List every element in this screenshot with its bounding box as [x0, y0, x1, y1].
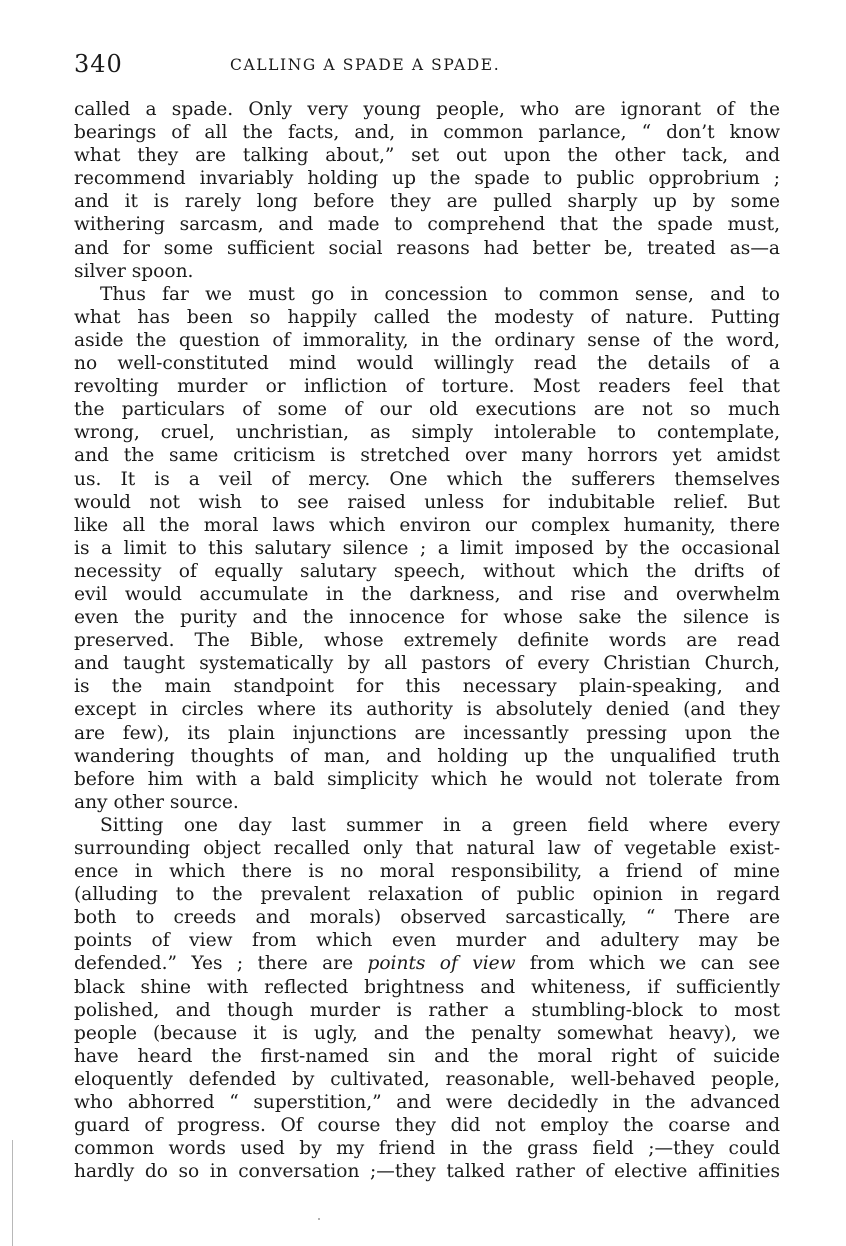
text-line: hardly do so in conversation ;—they talked rather of elective affinities [74, 1161, 780, 1183]
text-line: aside the question of immorality, in the ordinary sense of the word, [74, 329, 780, 351]
text-line: guard of progress. Of course they did not employ the coarse and [74, 1115, 780, 1137]
page-number: 340 [74, 50, 123, 78]
text-line: what they are talking about,” set out upon the other tack, and [74, 145, 780, 167]
text-line: the particulars of some of our old executions are not so much [74, 399, 780, 421]
text-line: except in circles where its authority is absolutely denied (and they [74, 699, 780, 721]
text-line: and taught systematically by all pastors of every Christian Church, [74, 653, 780, 675]
text-line: silver spoon. [74, 260, 194, 282]
text-line: ence in which there is no moral responsibility, a friend of mine [74, 861, 780, 883]
text-line: like all the moral laws which environ our complex humanity, there [74, 514, 780, 536]
text-line: who abhorred “ superstition,” and were decidedly in the advanced [74, 1092, 780, 1114]
book-page [74, 50, 780, 1183]
text-line: revolting murder or infliction of torture. Most readers feel that [74, 376, 780, 398]
text-line: no well-constituted mind would willingly read the details of a [74, 353, 780, 375]
text-line: recommend invariably holding up the spade to public opprobrium ; [74, 168, 780, 190]
text-line: any other source. [74, 791, 239, 813]
text-line: and for some sufficient social reasons had better be, treated as—a [74, 237, 780, 259]
text-line: are few), its plain injunctions are incessantly pressing upon the [74, 722, 780, 744]
margin-rule [12, 1140, 13, 1246]
text-line: have heard the first-named sin and the moral right of suicide [74, 1045, 780, 1067]
text-line: what has been so happily called the modesty of nature. Putting [74, 306, 780, 328]
text-line: evil would accumulate in the darkness, and rise and overwhelm [74, 583, 780, 605]
text-line: surrounding object recalled only that natural law of vegetable exist- [74, 838, 780, 859]
text-line: bearings of all the facts, and, in common parlance, “ don’t know [74, 122, 780, 144]
text-line: common words used by my friend in the grass field ;—they could [74, 1138, 780, 1160]
text-line: is the main standpoint for this necessary plain-speaking, and [74, 676, 780, 698]
text-line: Thus far we must go in concession to common sense, and to [100, 283, 780, 305]
text-line: polished, and though murder is rather a stumbling-block to most [74, 999, 780, 1021]
text-line: wandering thoughts of man, and holding up the unqualified truth [74, 745, 780, 767]
text-line: people (because it is ugly, and the penalty somewhat heavy), we [74, 1022, 780, 1044]
body-text [74, 98, 780, 1183]
text-line: both to creeds and morals) observed sarcastically, “ There are [74, 907, 780, 929]
text-line: Sitting one day last summer in a green field where every [100, 814, 780, 836]
text-line: us. It is a veil of mercy. One which the sufferers themselves [74, 468, 780, 490]
text-line: (alluding to the prevalent relaxation of public opinion in regard [74, 884, 780, 906]
text-line: would not wish to see raised unless for indubitable relief. But [74, 491, 780, 513]
italic-phrase: points of view [367, 953, 516, 975]
running-head: CALLING A SPADE A SPADE. [230, 56, 501, 74]
text-line: points of view from which even murder and adultery may be [74, 930, 780, 952]
print-speck [318, 1218, 320, 1220]
text-line: eloquently defended by cultivated, reasonable, well-behaved people, [74, 1068, 780, 1090]
text-line: and the same criticism is stretched over many horrors yet amidst [74, 445, 780, 467]
text-line: black shine with reflected brightness and whiteness, if sufficiently [74, 976, 780, 998]
text-line: and it is rarely long before they are pulled sharply up by some [74, 191, 780, 213]
text-line: preserved. The Bible, whose extremely definite words are read [74, 630, 780, 652]
text-line: is a limit to this salutary silence ; a limit imposed by the occasional [74, 537, 780, 559]
text-line: before him with a bald simplicity which he would not tolerate from [74, 768, 780, 790]
text-line: called a spade. Only very young people, who are ignorant of the [74, 99, 780, 120]
text-line: wrong, cruel, unchristian, as simply intolerable to contemplate, [74, 422, 780, 444]
text-line: even the purity and the innocence for whose sake the silence is [74, 607, 780, 629]
text-line: defended.” Yes ; there are points of view from which we can see [74, 953, 780, 975]
text-line: necessity of equally salutary speech, without which the drifts of [74, 560, 780, 582]
text-line: withering sarcasm, and made to comprehend that the spade must, [74, 214, 780, 236]
page-header [74, 50, 780, 86]
